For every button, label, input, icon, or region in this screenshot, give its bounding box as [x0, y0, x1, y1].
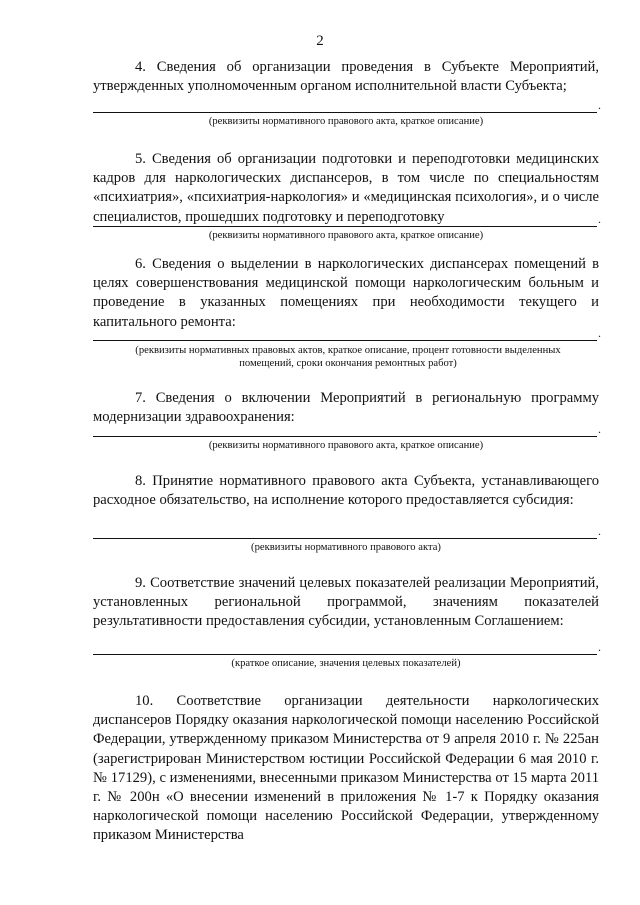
paragraph-5: 5. Сведения об организации подготовки и переподготовки медицинских кадров для наркологических диспансеров, в том числе по специальностям «психиатрия», «психиатрия-наркология» и «медицинская психология», и о числе специалистов, прошедших подготовку и переподготовку — [93, 151, 599, 225]
caption-9: (краткое описание, значения целевых показателей) — [231, 658, 461, 669]
caption-4: (реквизиты нормативного правового акта, краткое описание) — [208, 116, 484, 127]
paragraph-6: 6. Сведения о выделении в наркологических диспансерах помещений в целях совершенствования медицинской помощи наркологическим больным и проведение в указанных помещениях при необходимости текущего и капитального ремонта: — [93, 256, 599, 330]
fill-in-line-9 — [93, 654, 597, 655]
caption-8: (реквизиты нормативного правового акта) — [251, 542, 441, 553]
fill-in-line-7 — [93, 436, 597, 437]
paragraph-10: 10. Соответствие организации деятельности наркологических диспансеров Порядку оказания наркологической помощи населению Российской Федерации, утвержденному приказом Министерства от 9 апреля 2010 г. № 225ан (зарегистрирован Министерством юстиции Российской Федерации 6 мая 2010 г. № 17129), с изменениями, внесенными приказом Министерства от 15 марта 2011 г. № 200н «О внесении изменений в приложения № 1-7 к Порядку оказания наркологической помощи населению Российской Федерации, утвержденному приказом Министерства — [93, 693, 599, 844]
paragraph-9: 9. Соответствие значений целевых показателей реализации Мероприятий, установленных региональной программой, значениям показателей результативности предоставления субсидии, установленным Соглашением: — [93, 575, 599, 630]
paragraph-8: 8. Принятие нормативного правового акта Субъекта, устанавливающего расходное обязательство, на исполнение которого предоставляется субсидия: — [93, 473, 599, 509]
page-number: 2 — [316, 33, 324, 49]
caption-5: (реквизиты нормативного правового акта, краткое описание) — [208, 230, 484, 241]
paragraph-4: 4. Сведения об организации проведения в Субъекте Мероприятий, утвержденных уполномоченным органом исполнительной власти Субъекта; — [93, 59, 599, 95]
fill-in-line-4 — [93, 112, 597, 113]
fill-in-line-6 — [93, 340, 597, 341]
caption-6: (реквизиты нормативных правовых актов, краткое описание, процент готовности выделенных помещений, сроки окончания ремонтных работ) — [135, 345, 561, 369]
paragraph-7: 7. Сведения о включении Мероприятий в региональную программу модернизации здравоохранения: — [93, 390, 599, 426]
caption-7: (реквизиты нормативного правового акта, краткое описание) — [208, 440, 484, 451]
fill-in-line-5 — [93, 226, 597, 227]
fill-in-line-8 — [93, 538, 597, 539]
